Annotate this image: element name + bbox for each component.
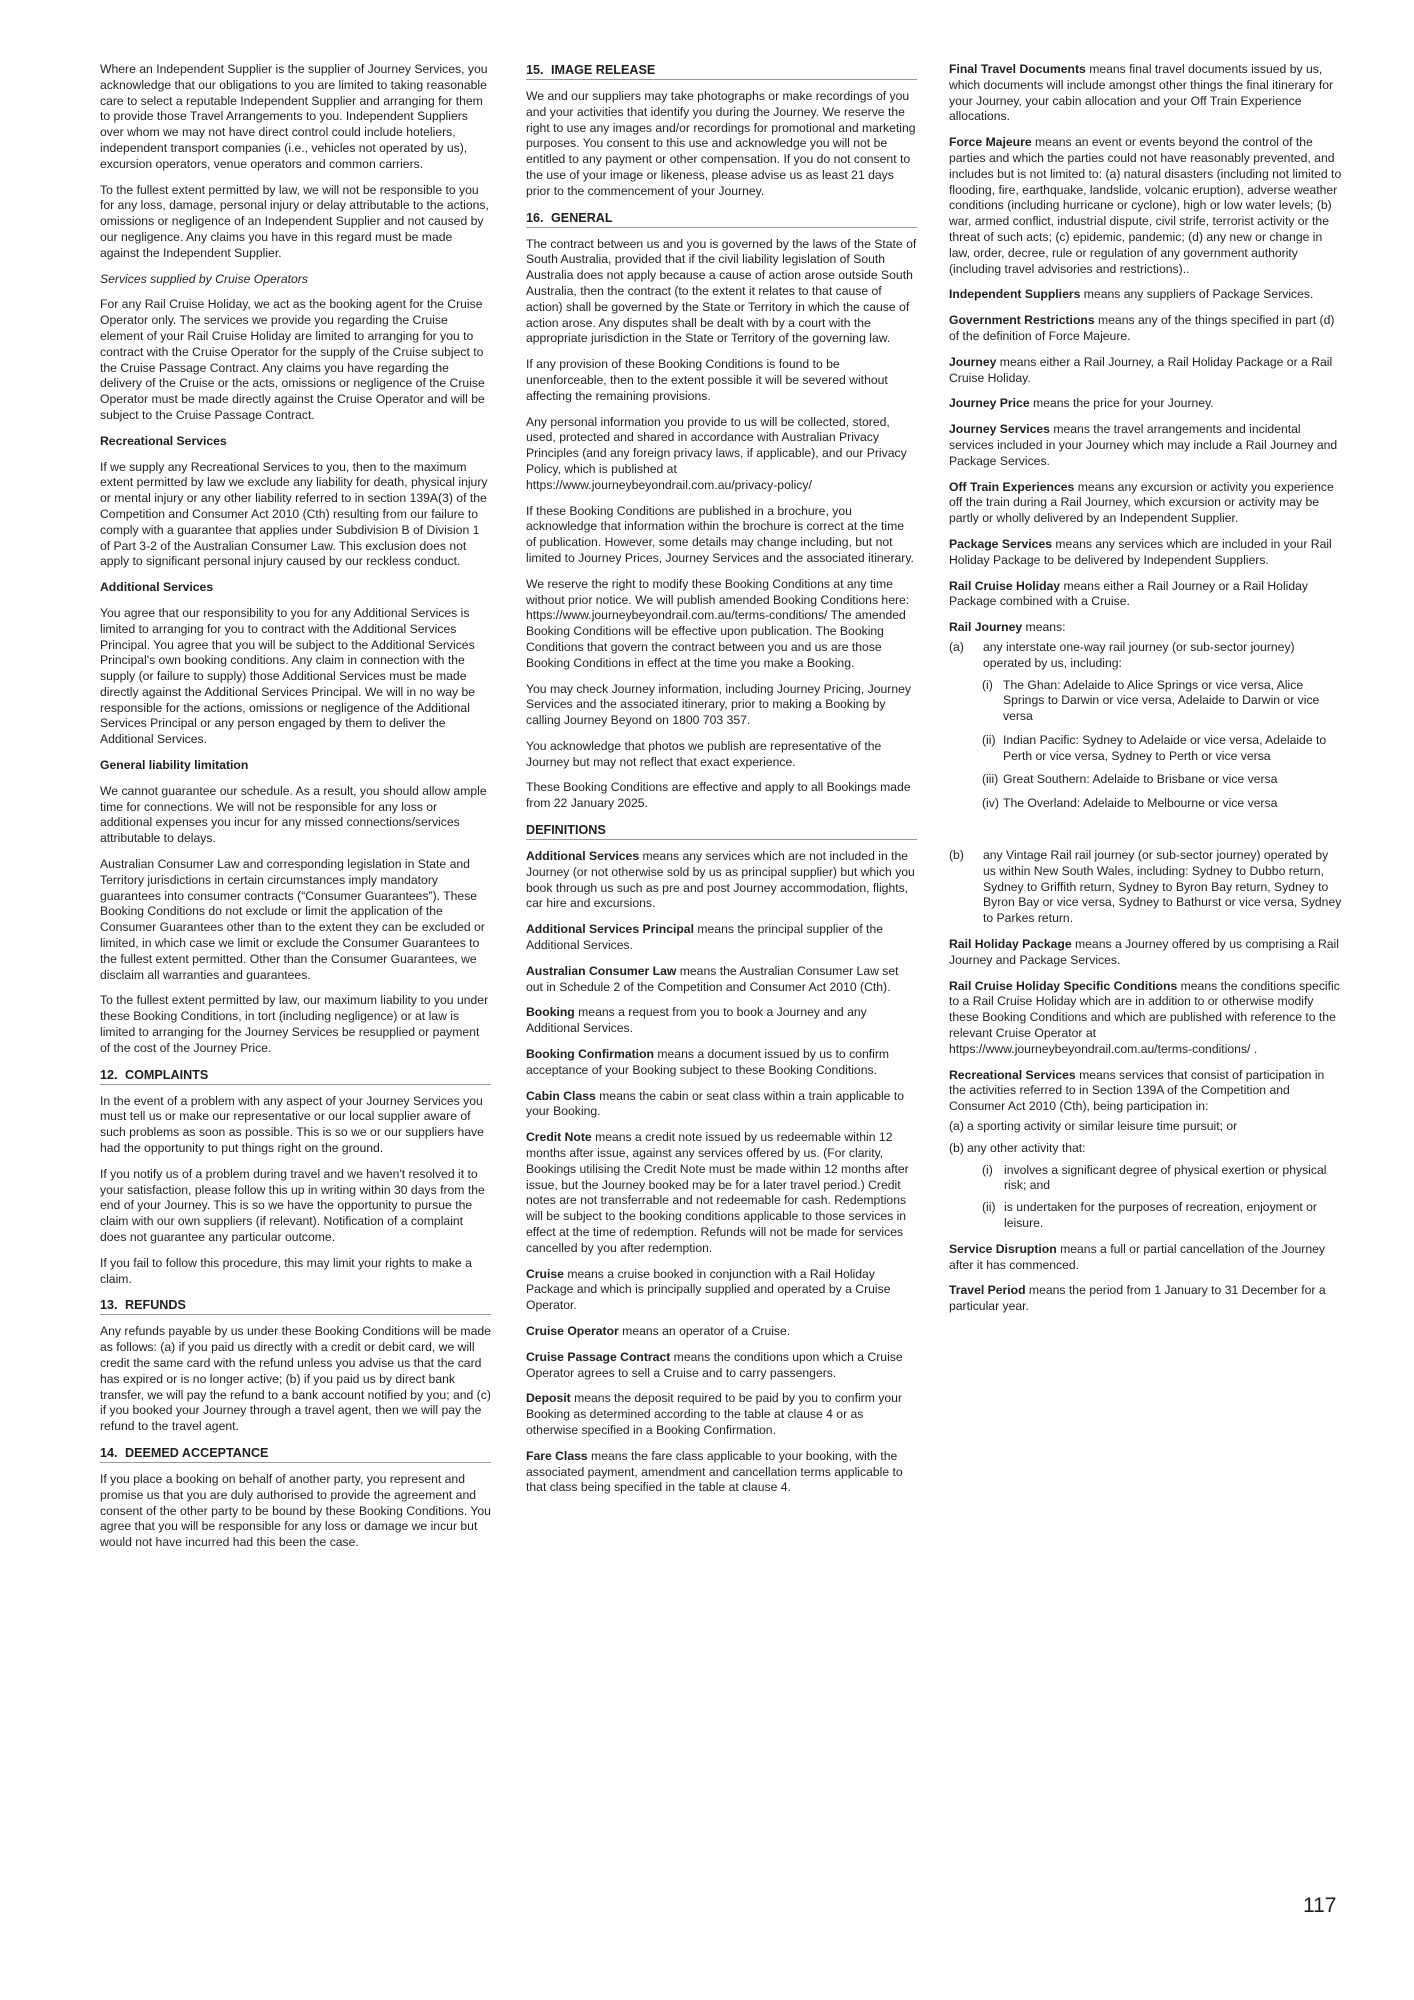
section-number: 16. [526,210,544,225]
definition-term: Australian Consumer Law [526,963,677,978]
definition [526,1350,917,1382]
definition-text: means the Australian Consumer Law set out in Schedule 2 of the Competition and Consumer Act 2010 (Cth). [526,963,899,994]
section-title: REFUNDS [125,1298,186,1313]
definition [949,579,1342,611]
definition-text: means final travel documents issued by us, which documents will include amongst other things the final itinerary for your Journey, your cabin allocation and your Off Train Experience allocations. [949,62,1334,124]
definition-text: means the conditions upon which a Cruise Operator agrees to sell a Cruise and to carry passengers. [526,1349,903,1380]
definition-term: Fare Class [526,1448,588,1463]
section-heading-complaints [100,1067,491,1085]
definition [949,1283,1342,1315]
definition-term: Government Restrictions [949,313,1095,328]
list-item [949,848,1342,927]
section-heading-deemed-acceptance [100,1445,491,1463]
definition-term: Cabin Class [526,1088,596,1103]
paragraph: We and our suppliers may take photographs or make recordings of you and your activities that identify you during the Journey. We reserve the right to use any images and/or recordings for promotional and marketing purposes. You consent to this use and acknowledge you will not be entitled to any payment or other compensation. If you do not consent to the use of your image or likeness, please advise us as least 21 days prior to the commencement of your Journey. [526,89,916,198]
list-item [949,1200,1342,1232]
definition-text: means an event or events beyond the control of the parties and which the parties could not have reasonably prevented, and includes but is not limited to: (a) natural disasters (including not limited to flooding, fire, earthquake, landslide, volcanic eruption), adverse weather conditions (including hurricane or cyclone), high or low water levels; (b) war, armed conflict, industrial dispute, civil strife, terrorist activity or the threat of such acts; (c) epidemic, pandemic; (d) any new or change in law, order, decree, rule or regulation of any government authority (including travel advisories and restrictions).. [949,135,1342,276]
rail-journey-list [949,640,1342,927]
definition-text: means the conditions specific to a Rail Cruise Holiday which are in addition to or otherwise modify these Booking Conditions and which are published with reference to the relevant Cruise Operator at https://www.journeybeyondrail.com.au/terms-conditions/ . [949,978,1340,1056]
list-item [949,1163,1342,1195]
definition [949,62,1342,125]
definition-text: means the price for your Journey. [1029,396,1214,411]
definition-term: Booking [526,1005,575,1020]
definition-text: means the deposit required to be paid by you to confirm your Booking as determined according to the table at clause 4 or as otherwise specified in a Booking Confirmation. [526,1391,902,1437]
section-title: IMAGE RELEASE [551,63,656,77]
subheading-general-liability: General liability limitation [100,758,249,773]
definition-term: Travel Period [949,1283,1026,1298]
definition-term: Independent Suppliers [949,287,1081,302]
definition [949,937,1342,969]
definition [526,1267,917,1314]
definition-text: means an operator of a Cruise. [618,1324,791,1338]
definition-term: Final Travel Documents [949,62,1086,76]
section-number: 14. [100,1445,118,1460]
paragraph: For any Rail Cruise Holiday, we act as the booking agent for the Cruise Operator only. The services we provide you regarding the Cruise element of your Rail Cruise Holiday are limited to arranging for you to contract with the Cruise Operator for the supply of the Cruise subject to the Cruise Passage Contract. Any claims you have regarding the delivery of the Cruise or the acts, omissions or negligence of the Cruise Operator must be made directly against the Cruise Operator and will be subject to the Cruise Passage Contract. [100,297,485,422]
definition [949,422,1342,469]
definition [526,964,917,996]
definition-text: means any services which are included in your Rail Holiday Package to be delivered by Independent Suppliers. [949,536,1332,567]
list-text: any Vintage Rail rail journey (or sub-sector journey) operated by us within New South Wales, including: Sydney to Dubbo return, Sydney to Griffith return, Sydney to Byron Bay return, Sydney to Byron Bay or vice versa, Sydney to Bathurst or vice versa, Sydney to Parkes return. [983,848,1342,926]
definition-term: Journey [949,354,997,369]
list-text: Indian Pacific: Sydney to Adelaide or vice versa, Adelaide to Perth or vice versa, Sydney to Perth or vice versa [1003,732,1327,763]
definition-term: Journey Services [949,422,1050,437]
definition-text: means a request from you to book a Journey and any Additional Services. [526,1005,867,1036]
paragraph: To the fullest extent permitted by law, our maximum liability to you under these Booking Conditions, in tort (including negligence) or at law is limited to arranging for the Journey Services be resupplied or payment of the cost of the Journey Price. [100,993,489,1055]
section-number: 15. [526,63,544,77]
definition [949,537,1342,569]
list-label: (b) [949,1140,964,1155]
definition-text: means the period from 1 January to 31 December for a particular year. [949,1283,1326,1314]
section-number: 12. [100,1067,118,1082]
paragraph: The contract between us and you is governed by the laws of the State of South Australia, provided that if the civil liability legislation of South Australia does not apply because a cause of action arose outside South Australia, then the contract (to the extent it relates to that cause of action) shall be governed by the State or Territory in which the cause of action arose. Any disputes shall be dealt with by a court with the appropriate jurisdiction in the State or Territory of the governing law. [526,236,917,346]
definition-term: Off Train Experiences [949,479,1075,494]
definition [949,287,1342,303]
definition-text: means any excursion or activity you experience off the train during a Rail Journey, which excursion or activity may be partly or wholly delivered by an Independent Supplier. [949,479,1334,526]
definition-text: means the cabin or seat class within a train applicable to your Booking. [526,1088,905,1119]
paragraph: You agree that our responsibility to you for any Additional Services is limited to arranging for you to contract with the Additional Services Principal. You agree that you will be subject to the Additional Services Principal's own booking conditions. Any claim in connection with the supply (or failure to supply) those Additional Services must be made directly against the Additional Services Principal. We will in no way be responsible for the actions, omissions or negligence of the Additional Services Principal or any person engaged by them to deliver the Additional Services. [100,605,476,747]
list-text: a sporting activity or similar leisure time pursuit; or [967,1119,1238,1134]
list-text: any interstate one-way rail journey (or sub-sector journey) operated by us, including: [983,639,1295,670]
paragraph: Any refunds payable by us under these Booking Conditions will be made as follows: (a) if you paid us directly with a credit or debit card, we will credit the same card with the refund unless you advise us that the card has expired or is no longer active; (b) if you paid us by direct bank transfer, we will pay the refund to a bank account notified by you; and (c) if you booked your Journey through a travel agent, then we will pay the refund to the travel agent. [100,1324,491,1434]
paragraph: You acknowledge that photos we publish are representative of the Journey but may not reflect that exact experience. [526,738,882,769]
definition [526,922,917,954]
definition-text: means the principal supplier of the Additional Services. [526,922,883,953]
subheading-cruise-operators: Services supplied by Cruise Operators [100,271,308,286]
definition [949,620,1342,636]
section-title: COMPLAINTS [125,1067,209,1082]
list-label: (b) [949,848,964,863]
paragraph: These Booking Conditions are effective and apply to all Bookings made from 22 January 2025. [526,780,911,811]
section-number: 13. [100,1298,118,1313]
list-item [949,678,1342,725]
definition-text: means any of the things specified in part (d) of the definition of Force Majeure. [949,313,1335,343]
definition [949,1242,1342,1274]
definition-text: means: [1022,620,1066,635]
definition-term: Rail Journey [949,620,1023,635]
paragraph: Where an Independent Supplier is the supplier of Journey Services, you acknowledge that our obligations to you are limited to taking reasonable care to select a reputable Independent Supplier and arranging for them to provide those Travel Arrangements to you. Independent Suppliers over whom we may not have direct control could include hoteliers, independent transport companies (i.e., vehicles not operated by us), excursion operators, venue operators and common carriers. [100,62,488,171]
definition-text: means any suppliers of Package Services. [1080,287,1314,302]
definition-term: Cruise [526,1266,564,1281]
definition [526,849,917,912]
section-heading-definitions [526,822,917,840]
definition-term: Additional Services [526,849,640,864]
list-label: (ii) [982,732,996,747]
definition [526,1324,917,1340]
section-title: DEEMED ACCEPTANCE [125,1445,269,1460]
definition-text: means either a Rail Journey or a Rail Holiday Package combined with a Cruise. [949,578,1309,609]
definition-term: Booking Confirmation [526,1047,654,1062]
definition [949,355,1342,387]
definition [526,1047,917,1079]
definition-text: means any services which are not included in the Journey (or not otherwise sold by us as principal supplier) but which you book through us such as pre and post Journey accommodation, flights, car hire and excursions. [526,849,915,911]
paragraph: If you place a booking on behalf of another party, you represent and promise us that you are duly authorised to provide the agreement and consent of the other party to be bound by these Booking Conditions. You agree that you will be responsible for any loss or damage we incur but would not have incurred had this been the case. [100,1471,491,1550]
list-text: is undertaken for the purposes of recreation, enjoyment or leisure. [1004,1200,1317,1231]
definition-term: Cruise Passage Contract [526,1349,671,1364]
list-label: (i) [982,677,993,692]
subheading-recreational-services: Recreational Services [100,433,227,448]
definition-text: means a cruise booked in conjunction with a Rail Holiday Package and which is principally supplied and operated by a Cruise Operator. [526,1266,891,1313]
definition-text: means a Journey offered by us comprising a Rail Journey and Package Services. [949,937,1339,967]
definition [526,1089,917,1121]
column-middle [526,62,917,1506]
definition-term: Force Majeure [949,135,1032,150]
definition-term: Service Disruption [949,1241,1057,1256]
definition-term: Additional Services Principal [526,922,694,937]
paragraph: If any provision of these Booking Conditions is found to be unenforceable, then to the extent possible it will be severed without affecting the remaining provisions. [526,357,888,403]
definition-text: means a full or partial cancellation of the Journey after it has commenced. [949,1241,1325,1272]
definition-term: Rail Holiday Package [949,937,1072,952]
section-heading-image-release [526,62,917,80]
definition-text: means the fare class applicable to your booking, with the associated payment, amendment and cancellation terms applicable to that class being specified in the table at clause 4. [526,1448,903,1495]
paragraph: If you notify us of a problem during travel and we haven't resolved it to your satisfaction, please follow this up in writing within 30 days from the end of your Journey. This is so we have the opportunity to pursue the claim with our own suppliers (if relevant). Notification of a complaint does not guarantee any particular outcome. [100,1166,485,1244]
paragraph: Australian Consumer Law and corresponding legislation in State and Territory jurisdictions in certain circumstances imply mandatory guarantees into consumer contracts (“Consumer Guarantees”). These Booking Conditions do not exclude or limit the application of the Consumer Guarantees other than to the extent they can be excluded or limited, in which case we limit or exclude the Consumer Guarantees to the fullest extent permitted. Other than the Consumer Guarantees, we disclaim all warranties and guarantees. [100,857,485,982]
definition [526,1449,917,1496]
list-item [949,796,1342,812]
list-text: Great Southern: Adelaide to Brisbane or vice versa [1003,772,1278,787]
list-text: The Overland: Adelaide to Melbourne or vice versa [1003,796,1278,811]
list-item [949,1119,1342,1135]
definition-term: Rail Cruise Holiday [949,578,1061,593]
paragraph: Any personal information you provide to us will be collected, stored, used, protected and shared in accordance with Australian Privacy Principles (and any foreign privacy laws, if applicable), and our Privacy Policy, which is published at https://www.journeybeyondrail.com.au/privacy-policy/ [526,414,907,492]
list-label: (a) [949,639,964,654]
paragraph: If you fail to follow this procedure, this may limit your rights to make a claim. [100,1255,472,1286]
list-label: (ii) [982,1200,996,1215]
page-number: 117 [1303,1894,1337,1917]
list-label: (iv) [982,796,999,811]
definition [949,313,1342,345]
definition-text: means a document issued by us to confirm acceptance of your Booking subject to these Booking Conditions. [526,1047,890,1077]
list-item [949,733,1342,765]
paragraph: In the event of a problem with any aspect of your Journey Services you must tell us or make our representative or our local supplier aware of such problems as soon as possible. This is so we or our suppliers have had the opportunity to put things right on the ground. [100,1093,484,1156]
section-heading-refunds [100,1297,491,1315]
paragraph: If we supply any Recreational Services to you, then to the maximum extent permitted by law we exclude any liability for death, physical injury or mental injury or any other liability referred to in section 139A(3) of the Competition and Consumer Act 2010 (Cth) resulting from our failure to comply with a guarantee that applies under Subdivision B of Division 1 of Part 3-2 of the Australian Consumer Law. This exclusion does not apply to significant personal injury caused by our reckless conduct. [100,459,488,569]
subheading-additional-services: Additional Services [100,580,214,595]
definition [526,1391,917,1438]
definition [526,1130,917,1256]
definition [526,1005,917,1037]
definition [949,1068,1342,1115]
list-item [949,772,1342,788]
definition-term: Deposit [526,1391,571,1406]
definition [949,396,1342,412]
paragraph: We reserve the right to modify these Booking Conditions at any time without prior notice. We will publish amended Booking Conditions here: https://www.journeybeyondrail.com.au/terms-conditions/ The amended Booking Conditions will be effective upon publication. The Booking Conditions that govern the contract between you and us are those Booking Conditions in effect at the time you make a Booking. [526,576,910,670]
definition-term: Credit Note [526,1130,592,1145]
definition [949,135,1342,277]
definition [949,480,1342,527]
definition-text: means services that consist of participation in the activities referred to in Section 139A of the Competition and Consumer Act 2010 (Cth), being participation in: [949,1067,1325,1114]
column-right [949,62,1342,1325]
definition-text: means either a Rail Journey, a Rail Holiday Package or a Rail Cruise Holiday. [949,354,1333,385]
definition-text: means the travel arrangements and incidental services included in your Journey which may include a Rail Journey and Package Services. [949,422,1338,468]
list-item [949,640,1342,672]
list-label: (iii) [982,772,999,787]
definition-term: Package Services [949,536,1052,551]
paragraph: If these Booking Conditions are published in a brochure, you acknowledge that information within the brochure is correct at the time of publication. However, some details may change including, but not limited to Journey Prices, Journey Services and the associated itinerary. [526,503,914,565]
recreational-list [949,1119,1342,1232]
section-title: GENERAL [551,210,613,225]
list-label: (a) [949,1119,964,1134]
list-text: involves a significant degree of physical exertion or physical risk; and [1004,1162,1327,1193]
definition-term: Rail Cruise Holiday Specific Conditions [949,978,1178,993]
section-title: DEFINITIONS [526,823,606,838]
paragraph: You may check Journey information, including Journey Pricing, Journey Services and the associated itinerary, prior to making a Booking by calling Journey Beyond on 1800 703 357. [526,681,912,728]
definition [949,979,1342,1058]
definition-term: Cruise Operator [526,1324,619,1338]
list-item [949,1141,1342,1157]
definition-text: means a credit note issued by us redeemable within 12 months after issue, against any services offered by us. (For clarity, Bookings utilising the Credit Note must be made within 12 months after issue, but the Journey booked may be for a later travel period.) Credit notes are not transferrable and not redeemable for cash. Redemptions will be subject to the booking conditions applicable to those services in effect at the time of redemption. Refunds will not be made for services cancelled by you after redemption. [526,1130,909,1255]
list-text: any other activity that: [967,1140,1086,1155]
spacer [949,820,1342,848]
section-heading-general [526,210,917,228]
definition-term: Journey Price [949,396,1030,411]
list-text: The Ghan: Adelaide to Alice Springs or vice versa, Alice Springs to Darwin or vice versa, Adelaide to Darwin or vice versa [1003,677,1320,724]
paragraph: To the fullest extent permitted by law, we will not be responsible to you for any loss, damage, personal injury or delay attributable to the actions, omissions or negligence of an Independent Supplier and not caused by our negligence. Any claims you have in this regard must be made against the Independent Supplier. [100,182,489,260]
definition-term: Recreational Services [949,1067,1076,1082]
paragraph: We cannot guarantee our schedule. As a result, you should allow ample time for connections. We will not be responsible for any loss or additional expenses you incur for any missed connections/services attributable to delays. [100,783,487,846]
list-label: (i) [982,1162,993,1177]
column-left [100,62,491,1561]
